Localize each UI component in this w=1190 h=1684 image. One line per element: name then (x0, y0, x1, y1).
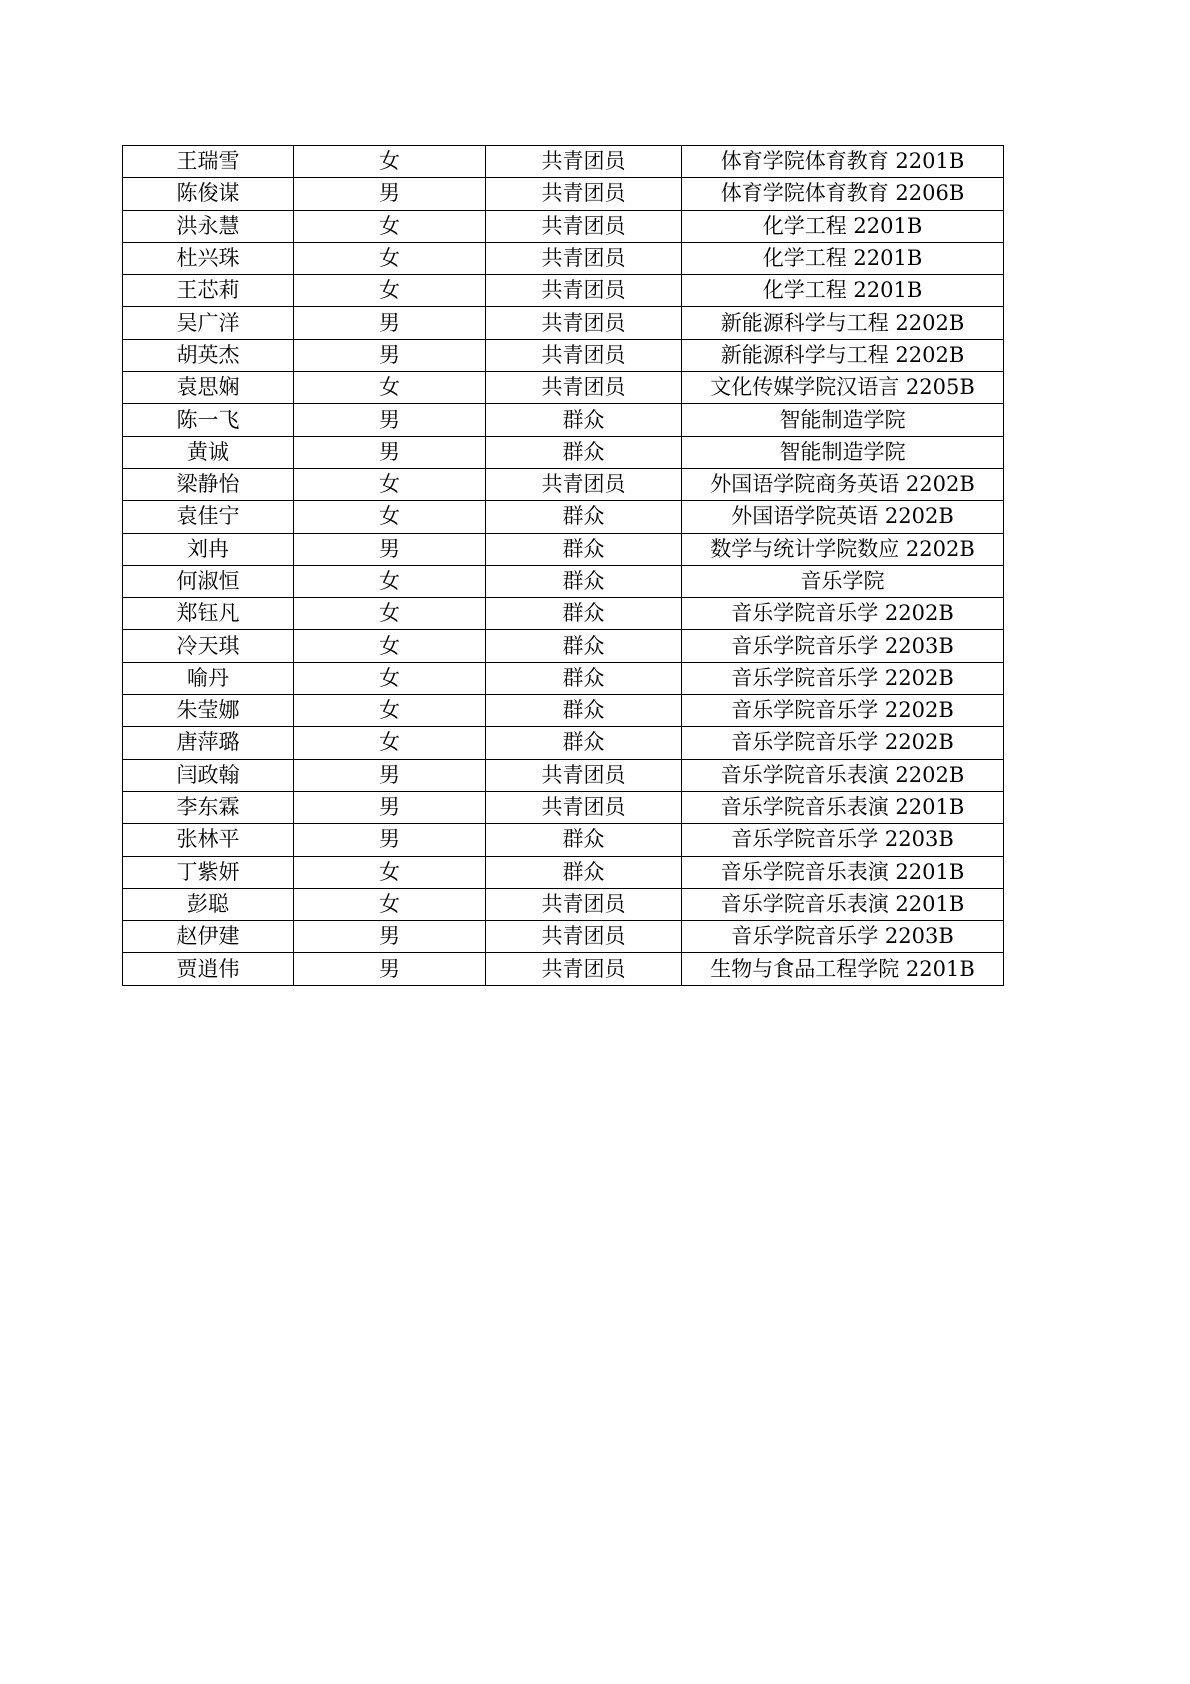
table-row (123, 791, 1004, 823)
table-row (123, 662, 1004, 694)
student-name-cell: 冷天琪 (123, 630, 294, 662)
political-status-cell: 群众 (486, 662, 682, 694)
gender-cell: 男 (294, 921, 486, 953)
gender-cell: 男 (294, 953, 486, 985)
student-name-cell: 胡英杰 (123, 339, 294, 371)
roster-body (123, 146, 1004, 986)
gender-cell: 女 (294, 565, 486, 597)
table-row (123, 759, 1004, 791)
gender-cell: 男 (294, 759, 486, 791)
political-status-cell: 群众 (486, 727, 682, 759)
gender-cell: 女 (294, 146, 486, 178)
class-cell: 体育学院体育教育 2201B (682, 146, 1004, 178)
gender-cell: 女 (294, 856, 486, 888)
table-row (123, 824, 1004, 856)
student-name-cell: 袁佳宁 (123, 501, 294, 533)
class-cell: 外国语学院英语 2202B (682, 501, 1004, 533)
gender-cell: 女 (294, 372, 486, 404)
political-status-cell: 共青团员 (486, 146, 682, 178)
gender-cell: 男 (294, 178, 486, 210)
political-status-cell: 群众 (486, 501, 682, 533)
class-cell: 新能源科学与工程 2202B (682, 307, 1004, 339)
student-name-cell: 黄诚 (123, 436, 294, 468)
political-status-cell: 共青团员 (486, 888, 682, 920)
student-name-cell: 梁静怡 (123, 468, 294, 500)
class-cell: 化学工程 2201B (682, 242, 1004, 274)
political-status-cell: 共青团员 (486, 210, 682, 242)
political-status-cell: 共青团员 (486, 759, 682, 791)
table-row (123, 210, 1004, 242)
class-cell: 音乐学院音乐学 2202B (682, 662, 1004, 694)
student-name-cell: 彭聪 (123, 888, 294, 920)
gender-cell: 女 (294, 630, 486, 662)
political-status-cell: 共青团员 (486, 791, 682, 823)
student-name-cell: 张林平 (123, 824, 294, 856)
gender-cell: 男 (294, 404, 486, 436)
gender-cell: 女 (294, 242, 486, 274)
table-row (123, 533, 1004, 565)
gender-cell: 男 (294, 339, 486, 371)
student-name-cell: 陈一飞 (123, 404, 294, 436)
student-name-cell: 王瑞雪 (123, 146, 294, 178)
class-cell: 生物与食品工程学院 2201B (682, 953, 1004, 985)
political-status-cell: 群众 (486, 695, 682, 727)
political-status-cell: 共青团员 (486, 372, 682, 404)
table-row (123, 888, 1004, 920)
table-row (123, 953, 1004, 985)
gender-cell: 女 (294, 662, 486, 694)
table-row (123, 695, 1004, 727)
student-name-cell: 杜兴珠 (123, 242, 294, 274)
gender-cell: 女 (294, 210, 486, 242)
gender-cell: 男 (294, 436, 486, 468)
table-row (123, 921, 1004, 953)
political-status-cell: 群众 (486, 533, 682, 565)
student-name-cell: 贾逍伟 (123, 953, 294, 985)
table-row (123, 565, 1004, 597)
student-name-cell: 唐萍璐 (123, 727, 294, 759)
gender-cell: 女 (294, 501, 486, 533)
table-row (123, 630, 1004, 662)
class-cell: 音乐学院音乐学 2202B (682, 727, 1004, 759)
student-name-cell: 郑钰凡 (123, 598, 294, 630)
table-row (123, 146, 1004, 178)
gender-cell: 女 (294, 275, 486, 307)
class-cell: 化学工程 2201B (682, 275, 1004, 307)
table-row (123, 307, 1004, 339)
class-cell: 新能源科学与工程 2202B (682, 339, 1004, 371)
class-cell: 体育学院体育教育 2206B (682, 178, 1004, 210)
class-cell: 音乐学院 (682, 565, 1004, 597)
political-status-cell: 群众 (486, 565, 682, 597)
class-cell: 智能制造学院 (682, 404, 1004, 436)
table-row (123, 436, 1004, 468)
political-status-cell: 群众 (486, 598, 682, 630)
class-cell: 音乐学院音乐学 2203B (682, 630, 1004, 662)
class-cell: 音乐学院音乐表演 2201B (682, 856, 1004, 888)
gender-cell: 女 (294, 695, 486, 727)
gender-cell: 男 (294, 533, 486, 565)
table-row (123, 242, 1004, 274)
table-row (123, 501, 1004, 533)
table-row (123, 468, 1004, 500)
student-name-cell: 赵伊建 (123, 921, 294, 953)
class-cell: 智能制造学院 (682, 436, 1004, 468)
table-row (123, 727, 1004, 759)
political-status-cell: 群众 (486, 856, 682, 888)
class-cell: 数学与统计学院数应 2202B (682, 533, 1004, 565)
student-name-cell: 袁思娴 (123, 372, 294, 404)
political-status-cell: 共青团员 (486, 339, 682, 371)
political-status-cell: 共青团员 (486, 242, 682, 274)
political-status-cell: 共青团员 (486, 307, 682, 339)
political-status-cell: 群众 (486, 824, 682, 856)
class-cell: 音乐学院音乐学 2203B (682, 824, 1004, 856)
class-cell: 文化传媒学院汉语言 2205B (682, 372, 1004, 404)
class-cell: 音乐学院音乐表演 2201B (682, 888, 1004, 920)
class-cell: 音乐学院音乐学 2202B (682, 695, 1004, 727)
gender-cell: 男 (294, 791, 486, 823)
political-status-cell: 共青团员 (486, 468, 682, 500)
political-status-cell: 群众 (486, 404, 682, 436)
gender-cell: 女 (294, 888, 486, 920)
class-cell: 外国语学院商务英语 2202B (682, 468, 1004, 500)
class-cell: 音乐学院音乐学 2202B (682, 598, 1004, 630)
student-name-cell: 陈俊谋 (123, 178, 294, 210)
table-row (123, 372, 1004, 404)
gender-cell: 女 (294, 727, 486, 759)
student-name-cell: 洪永慧 (123, 210, 294, 242)
student-roster-table (122, 145, 1004, 986)
table-row (123, 404, 1004, 436)
student-name-cell: 吴广洋 (123, 307, 294, 339)
student-name-cell: 李东霖 (123, 791, 294, 823)
political-status-cell: 共青团员 (486, 178, 682, 210)
student-name-cell: 王芯莉 (123, 275, 294, 307)
table-row (123, 339, 1004, 371)
student-name-cell: 喻丹 (123, 662, 294, 694)
table-row (123, 856, 1004, 888)
student-name-cell: 闫政翰 (123, 759, 294, 791)
student-name-cell: 丁紫妍 (123, 856, 294, 888)
gender-cell: 男 (294, 824, 486, 856)
class-cell: 音乐学院音乐学 2203B (682, 921, 1004, 953)
table-row (123, 178, 1004, 210)
political-status-cell: 共青团员 (486, 921, 682, 953)
political-status-cell: 群众 (486, 630, 682, 662)
table-row (123, 275, 1004, 307)
political-status-cell: 共青团员 (486, 953, 682, 985)
student-name-cell: 朱莹娜 (123, 695, 294, 727)
student-name-cell: 何淑恒 (123, 565, 294, 597)
class-cell: 化学工程 2201B (682, 210, 1004, 242)
gender-cell: 女 (294, 598, 486, 630)
gender-cell: 男 (294, 307, 486, 339)
political-status-cell: 群众 (486, 436, 682, 468)
class-cell: 音乐学院音乐表演 2202B (682, 759, 1004, 791)
table-row (123, 598, 1004, 630)
gender-cell: 女 (294, 468, 486, 500)
political-status-cell: 共青团员 (486, 275, 682, 307)
student-name-cell: 刘冉 (123, 533, 294, 565)
class-cell: 音乐学院音乐表演 2201B (682, 791, 1004, 823)
